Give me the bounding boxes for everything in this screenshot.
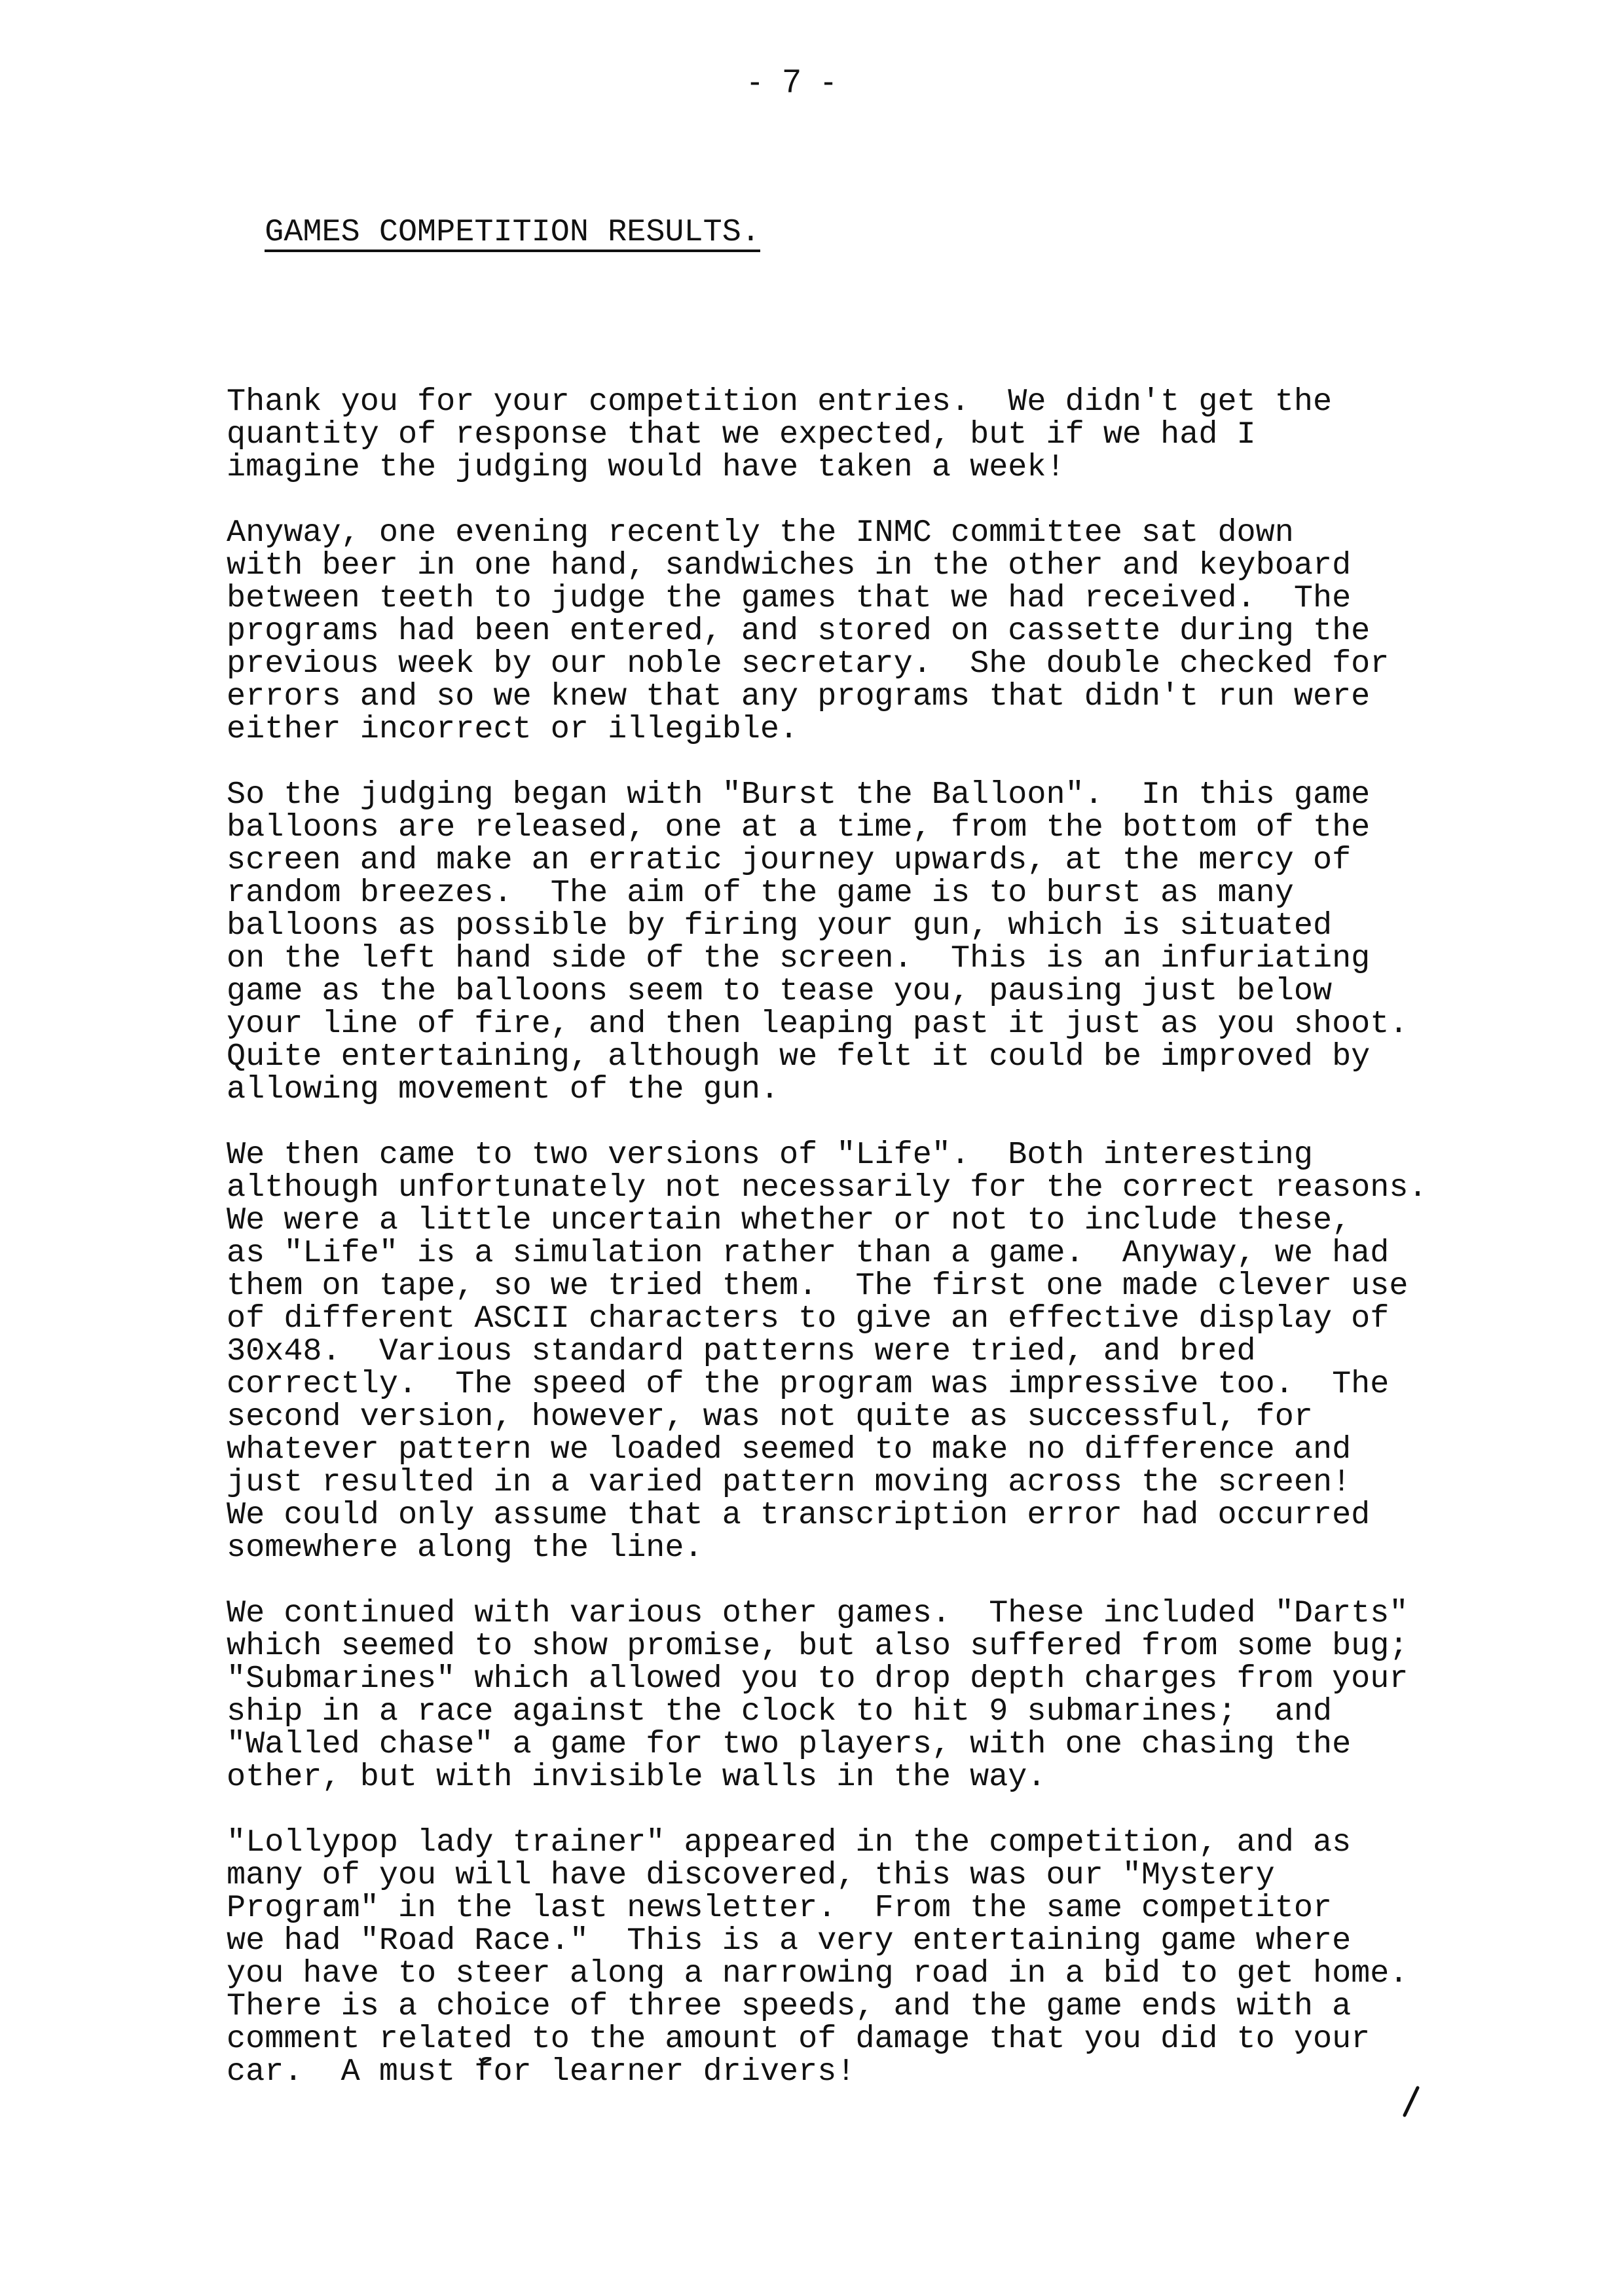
text-line: them on tape, so we tried them. The first one made clever use: [227, 1268, 1409, 1304]
text-line: of different ASCII characters to give an effective display of: [227, 1301, 1390, 1337]
paragraph-gap: [227, 746, 1536, 779]
paragraph-gap: [227, 1794, 1536, 1826]
paragraphs-container: [227, 386, 1536, 2088]
text-line: previous week by our noble secretary. She double checked for: [227, 646, 1390, 682]
text-line: which seemed to show promise, but also suffered from some bug;: [227, 1628, 1409, 1664]
paragraph: [227, 386, 1536, 484]
text-line: your line of fire, and then leaping past it just as you shoot.: [227, 1006, 1409, 1042]
text-line: Quite entertaining, although we felt it could be improved by: [227, 1039, 1371, 1075]
paragraph-gap: [227, 484, 1536, 517]
text-line: allowing movement of the gun.: [227, 1071, 780, 1107]
scan-mark-icon: [478, 2056, 494, 2067]
text-line: We could only assume that a transcription error had occurred: [227, 1497, 1371, 1533]
text-line: Program" in the last newsletter. From the same competitor: [227, 1890, 1333, 1926]
text-line: car. A must for learner drivers!: [227, 2054, 856, 2090]
text-line: between teeth to judge the games that we had received. The: [227, 580, 1352, 616]
text-line: balloons are released, one at a time, from the bottom of the: [227, 809, 1371, 845]
continuation-slash-icon: [1398, 2083, 1424, 2122]
text-line: 30x48. Various standard patterns were tried, and bred: [227, 1333, 1256, 1369]
text-line: game as the balloons seem to tease you, pausing just below: [227, 973, 1333, 1009]
spacer: [227, 285, 1536, 320]
text-line: quantity of response that we expected, but if we had I: [227, 417, 1256, 453]
text-line: with beer in one hand, sandwiches in the other and keyboard: [227, 547, 1352, 583]
text-line: "Walled chase" a game for two players, with one chasing the: [227, 1726, 1352, 1762]
text-line: imagine the judging would have taken a week!: [227, 449, 1065, 485]
text-line: comment related to the amount of damage that you did to your: [227, 2021, 1371, 2057]
text-line: Anyway, one evening recently the INMC committee sat down: [227, 515, 1294, 551]
text-line: "Lollypop lady trainer" appeared in the competition, and as: [227, 1824, 1352, 1861]
paragraph: [227, 517, 1536, 746]
text-line: correctly. The speed of the program was impressive too. The: [227, 1366, 1390, 1402]
text-line: random breezes. The aim of the game is to burst as many: [227, 875, 1294, 911]
paragraph: [227, 1826, 1536, 2088]
text-line: other, but with invisible walls in the way.: [227, 1759, 1046, 1795]
text-line: balloons as possible by firing your gun, which is situated: [227, 908, 1333, 944]
text-line: as "Life" is a simulation rather than a game. Anyway, we had: [227, 1235, 1390, 1271]
paragraph: [227, 1597, 1536, 1794]
text-line: So the judging began with "Burst the Balloon". In this game: [227, 777, 1371, 813]
article-heading: GAMES COMPETITION RESULTS.: [265, 216, 760, 252]
text-line: We then came to two versions of "Life". Both interesting: [227, 1137, 1313, 1173]
text-line: just resulted in a varied pattern moving across the screen!: [227, 1464, 1352, 1500]
text-line: "Submarines" which allowed you to drop depth charges from your: [227, 1661, 1409, 1697]
page-number: - 7 -: [749, 63, 838, 100]
text-line: ship in a race against the clock to hit 9 submarines; and: [227, 1694, 1333, 1730]
text-line: We were a little uncertain whether or not to include these,: [227, 1202, 1352, 1238]
text-line: although unfortunately not necessarily for the correct reasons.: [227, 1170, 1428, 1206]
text-line: Thank you for your competition entries. We didn't get the: [227, 384, 1333, 420]
text-line: somewhere along the line.: [227, 1530, 703, 1566]
text-line: many of you will have discovered, this was our "Mystery: [227, 1857, 1275, 1893]
text-line: second version, however, was not quite as successful, for: [227, 1399, 1313, 1435]
article-body: [227, 183, 1536, 2121]
text-line: We continued with various other games. These included "Darts": [227, 1595, 1409, 1631]
text-line: either incorrect or illegible.: [227, 711, 799, 747]
text-line: you have to steer along a narrowing road in a bid to get home.: [227, 1955, 1409, 1991]
text-line: programs had been entered, and stored on cassette during the: [227, 613, 1371, 649]
text-line: we had "Road Race." This is a very entertaining game where: [227, 1923, 1352, 1959]
paragraph: [227, 779, 1536, 1106]
paragraph: [227, 1139, 1536, 1565]
text-line: whatever pattern we loaded seemed to make no difference and: [227, 1432, 1352, 1468]
text-line: screen and make an erratic journey upwards, at the mercy of: [227, 842, 1352, 878]
text-line: errors and so we knew that any programs that didn't run were: [227, 678, 1371, 714]
text-line: on the left hand side of the screen. This is an infuriating: [227, 940, 1371, 976]
paragraph-gap: [227, 1565, 1536, 1597]
text-line: There is a choice of three speeds, and the game ends with a: [227, 1988, 1352, 2024]
paragraph-gap: [227, 1106, 1536, 1139]
